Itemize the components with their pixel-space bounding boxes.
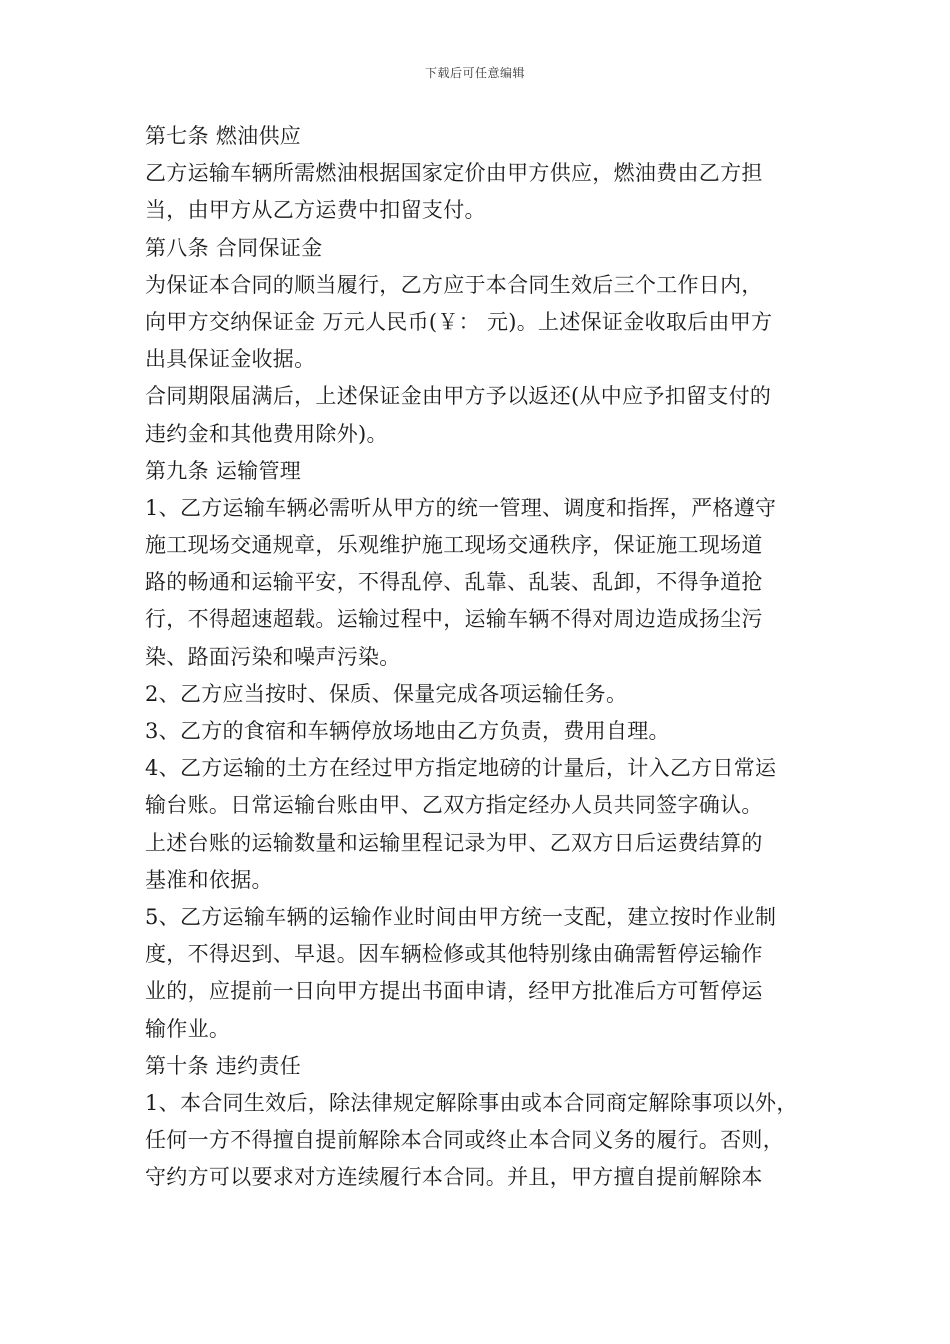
paragraph-line: 2、乙方应当按时、保质、保量完成各项运输任务。 [145,681,628,706]
section-heading-10: 第十条 违约责任 [145,1053,302,1078]
paragraph-line: 当，由甲方从乙方运费中扣留支付。 [145,198,486,223]
paragraph-line: 1、乙方运输车辆必需听从甲方的统一管理、调度和指挥，严格遵守 [145,495,777,520]
paragraph-line: 输作业。 [145,1016,231,1041]
paragraph-line: 向甲方交纳保证金 万元人民币(￥： 元)。上述保证金收取后由甲方 [145,309,773,334]
paragraph-line: 5、乙方运输车辆的运输作业时间由甲方统一支配，建立按时作业制 [145,904,777,929]
section-heading-9: 第九条 运输管理 [145,458,302,483]
paragraph-line: 业的，应提前一日向甲方提出书面申请，经甲方批准后方可暂停运 [145,979,763,1004]
paragraph-line: 任何一方不得擅自提前解除本合同或终止本合同义务的履行。否则， [145,1128,784,1153]
paragraph-line: 1、本合同生效后，除法律规定解除事由或本合同商定解除事项以外， [145,1090,798,1115]
paragraph-line: 路的畅通和运输平安，不得乱停、乱靠、乱装、乱卸，不得争道抢 [145,570,763,595]
paragraph-line: 基准和依据。 [145,867,273,892]
paragraph-line: 行，不得超速超载。运输过程中，运输车辆不得对周边造成扬尘污 [145,607,763,632]
section-heading-7: 第七条 燃油供应 [145,124,302,148]
paragraph-line: 乙方运输车辆所需燃油根据国家定价由甲方供应，燃油费由乙方担 [145,161,763,186]
paragraph-line: 出具保证金收据。 [145,347,316,372]
paragraph-line: 输台账。日常运输台账由甲、乙双方指定经办人员共同签字确认。 [145,793,763,818]
paragraph-line: 度，不得迟到、早退。因车辆检修或其他特别缘由确需暂停运输作 [145,942,763,967]
paragraph-line: 3、乙方的食宿和车辆停放场地由乙方负责，费用自理。 [145,719,670,743]
paragraph-line: 守约方可以要求对方连续履行本合同。并且，甲方擅自提前解除本 [145,1165,763,1190]
paragraph-line: 为保证本合同的顺当履行，乙方应于本合同生效后三个工作日内， [145,272,763,297]
paragraph-line: 施工现场交通规章，乐观维护施工现场交通秩序，保证施工现场道 [145,533,763,558]
paragraph-line: 违约金和其他费用除外)。 [145,421,388,446]
paragraph-line: 上述台账的运输数量和运输里程记录为甲、乙双方日后运费结算的 [145,830,763,855]
section-heading-8: 第八条 合同保证金 [145,235,323,260]
paragraph-line: 4、乙方运输的土方在经过甲方指定地磅的计量后，计入乙方日常运 [145,756,777,781]
paragraph-line: 染、路面污染和噪声污染。 [145,644,401,669]
page-header: 下载后可任意编辑 [424,66,525,80]
paragraph-line: 合同期限届满后，上述保证金由甲方予以返还(从中应予扣留支付的 [145,384,772,409]
document-body [145,118,810,1196]
